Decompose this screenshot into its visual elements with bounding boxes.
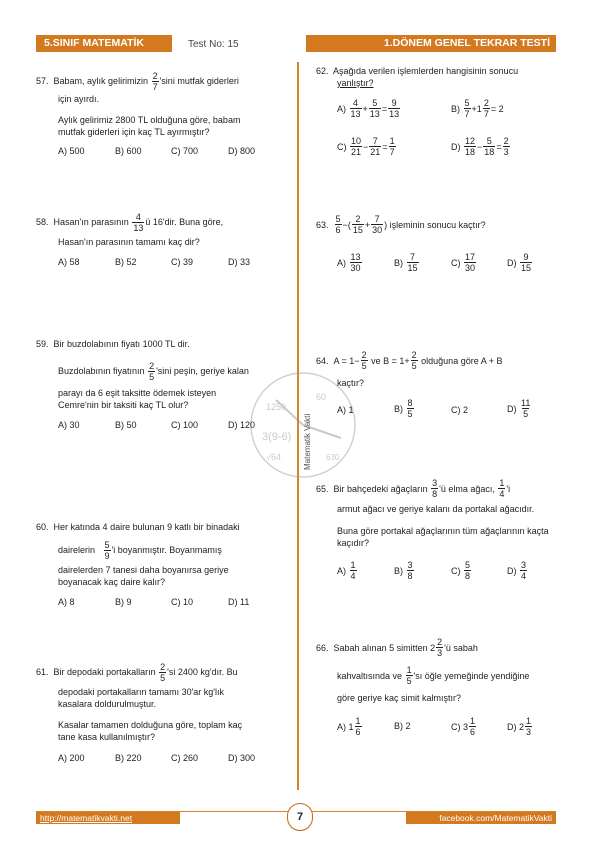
question-text: 'si 2400 kg'dır. Bu <box>167 666 238 677</box>
question-number: 59. <box>36 339 49 349</box>
question-text: boyanacak kaç daire kalır? <box>58 577 166 587</box>
question-text: ü 16'dir. Buna göre, <box>145 216 224 227</box>
option-d[interactable]: D) 2 $\frac{1}{3}$ <box>507 716 532 737</box>
question-text: depodaki portakalların tamamı 30'ar kg'lık <box>58 687 225 697</box>
option-b[interactable]: B) 52 <box>115 257 137 267</box>
option-d[interactable]: D) $\frac{3}{4}$ <box>507 560 527 581</box>
question-text: yanlıştır? <box>337 78 374 88</box>
question-number: 60. <box>36 522 49 532</box>
option-d[interactable]: D) 300 <box>228 753 256 763</box>
question-number: 65. <box>316 483 329 494</box>
option-a[interactable]: A) 1 $\frac{1}{6}$ <box>337 716 361 737</box>
option-b[interactable]: B) 2 <box>394 721 411 731</box>
question-text: kahvaltısında ve $\frac{1}{5}$ 'sı öğle yemeğinde yendiğine <box>337 665 530 686</box>
option-d[interactable]: D) 33 <box>228 257 251 267</box>
option-b[interactable]: B) $\frac{5}{7}$ + 1 $\frac{2}{7}$ = 2 <box>451 98 504 119</box>
option-c[interactable]: C) 100 <box>171 420 199 430</box>
question-text: Aşağıda verilen işlemlerden hangisinin sonucu <box>333 66 519 76</box>
footer-facebook[interactable]: facebook.com/MatematikVakti <box>406 812 556 824</box>
question-number: 63. <box>316 219 329 230</box>
svg-text:√64: √64 <box>266 452 281 462</box>
question-number: 62. <box>316 66 329 76</box>
question-text: 'sini mutfak giderleri <box>159 75 239 86</box>
option-d[interactable]: D) 11 <box>228 597 250 607</box>
question-66: 66. Sabah alınan 5 simitten 2 $\frac{2}{3}$ 'ü sabah <box>316 637 478 658</box>
question-text: parayı da 6 eşit taksitte ödemek isteyen <box>58 388 217 398</box>
option-c[interactable]: C) $\frac{17}{30}$ <box>451 252 476 273</box>
option-a[interactable]: A) $\frac{4}{13}$ + $\frac{5}{13}$ = $\frac{9}{13}$ <box>337 98 400 119</box>
fraction: $\frac{2}{7}$ <box>152 71 158 92</box>
question-number: 58. <box>36 216 49 227</box>
question-text: tane kasa kullanılmıştır? <box>58 732 156 742</box>
svg-text:1250: 1250 <box>266 402 287 412</box>
question-text: Hasan'ın parasının <box>53 216 129 227</box>
option-a[interactable]: A) $\frac{13}{30}$ <box>337 252 361 273</box>
fraction: $\frac{4}{13}$ <box>133 212 144 233</box>
question-64: 64. A = 1− $\frac{2}{5}$ ve B = 1+ $\frac{2}{5}$ olduğuna göre A + B <box>316 350 503 371</box>
option-c[interactable]: C) 2 <box>451 405 469 415</box>
question-text: Her katında 4 daire bulunan 9 katlı bir binadaki <box>53 522 240 532</box>
option-a[interactable]: A) 58 <box>58 257 80 267</box>
option-d[interactable]: D) 120 <box>228 420 256 430</box>
question-text: Bir buzdolabının fiyatı 1000 TL dir. <box>53 339 190 349</box>
option-d[interactable]: D) 800 <box>228 146 256 156</box>
option-b[interactable]: B) 50 <box>115 420 137 430</box>
option-b[interactable]: B) 9 <box>115 597 132 607</box>
question-65: 65. Bir bahçedeki ağaçların $\frac{3}{8}$ 'ü elma ağacı, $\frac{1}{4}$ 'i <box>316 478 511 499</box>
question-text: için ayırdı. <box>58 94 100 104</box>
svg-text:60: 60 <box>316 392 327 402</box>
option-a[interactable]: A) 200 <box>58 753 85 763</box>
option-b[interactable]: B) 600 <box>115 146 142 156</box>
question-text: işleminin sonucu kaçtır? <box>389 219 486 230</box>
option-a[interactable]: A) 500 <box>58 146 85 156</box>
question-text: Hasan'ın parasının tamamı kaç dir? <box>58 237 200 247</box>
option-b[interactable]: B) 220 <box>115 753 142 763</box>
question-text: mutfak giderleri için kaç TL ayırmıştır? <box>58 127 210 137</box>
page-number: 7 <box>287 803 313 831</box>
question-text: Babam, aylık gelirimizin <box>53 75 149 86</box>
question-58 <box>36 212 223 233</box>
option-d[interactable]: D) $\frac{11}{5}$ <box>507 398 531 419</box>
option-c[interactable]: C) 10 <box>171 597 194 607</box>
option-a[interactable]: A) 1 <box>337 405 354 415</box>
question-59 <box>36 338 190 350</box>
option-c[interactable]: C) 39 <box>171 257 194 267</box>
svg-text:3(9-6): 3(9-6) <box>262 431 292 443</box>
header-right-title: 1.DÖNEM GENEL TEKRAR TESTİ <box>306 35 556 52</box>
option-b[interactable]: B) $\frac{7}{15}$ <box>394 252 418 273</box>
question-57 <box>36 71 239 92</box>
option-d[interactable]: D) $\frac{12}{18}$ − $\frac{5}{18}$ = $\frac{2}{3}$ <box>451 136 509 157</box>
test-number: Test No: 15 <box>188 39 239 50</box>
option-a[interactable]: A) 8 <box>58 597 75 607</box>
question-number: 66. <box>316 642 329 653</box>
question-text: dairelerden 7 tanesi daha boyanırsa geriye <box>58 565 229 575</box>
question-61 <box>36 662 238 683</box>
question-text: Buzdolabının fiyatının $\frac{2}{5}$ 'sini peşin, geriye kalan <box>58 361 249 382</box>
option-d[interactable]: D) $\frac{9}{15}$ <box>507 252 532 273</box>
option-a[interactable]: A) 30 <box>58 420 80 430</box>
question-text: Kasalar tamamen dolduğuna göre, toplam kaç <box>58 720 243 730</box>
fraction: $\frac{5}{9}$ <box>104 540 110 561</box>
question-text: Bir depodaki portakalların <box>53 666 156 677</box>
fraction: $\frac{2}{5}$ <box>149 361 155 382</box>
footer-link[interactable]: http://matematikvakti.net <box>36 812 180 824</box>
question-text: Cemre'nin bir taksiti kaç TL olur? <box>58 400 189 410</box>
question-text: Buna göre portakal ağaçlarının tüm ağaçlarının kaçta <box>337 526 549 536</box>
option-b[interactable]: B) $\frac{8}{5}$ <box>394 398 413 419</box>
question-text: Aylık gelirimiz 2800 TL olduğuna göre, babam <box>58 115 241 125</box>
question-text: armut ağacı ve geriye kalanı da portakal ağacıdır. <box>337 504 535 514</box>
option-c[interactable]: C) $\frac{5}{8}$ <box>451 560 471 581</box>
fraction: $\frac{2}{5}$ <box>160 662 166 683</box>
question-text: kasalara doldurulmuştur. <box>58 699 157 709</box>
question-text: olduğuna göre A + B <box>421 355 503 366</box>
option-c[interactable]: C) 700 <box>171 146 199 156</box>
question-text: dairelerin $\frac{5}{9}$ 'i boyanmıştır. Boyanmamış <box>58 540 222 561</box>
question-number: 61. <box>36 666 49 677</box>
option-c[interactable]: C) 3 $\frac{1}{6}$ <box>451 716 476 737</box>
question-text: kaçıdır? <box>337 538 370 548</box>
question-63: 63. $\frac{5}{6}$ − ( $\frac{2}{15}$ + $\frac{7}{30}$ ) işleminin sonucu kaçtır? <box>316 214 486 235</box>
option-c[interactable]: C) $\frac{10}{21}$ − $\frac{7}{21}$ = $\frac{1}{7}$ <box>337 136 395 157</box>
option-b[interactable]: B) $\frac{3}{8}$ <box>394 560 413 581</box>
question-62 <box>316 65 518 77</box>
question-text: göre geriye kaç simit kalmıştır? <box>337 693 462 703</box>
question-number: 57. <box>36 75 49 86</box>
svg-text:630: 630 <box>326 453 340 462</box>
watermark-text: Matematik Vakti <box>303 413 312 470</box>
option-c[interactable]: C) 260 <box>171 753 199 763</box>
question-60 <box>36 521 240 533</box>
header-left-title: 5.SINIF MATEMATİK <box>36 35 172 52</box>
option-a[interactable]: A) $\frac{1}{4}$ <box>337 560 356 581</box>
question-text: kaçtır? <box>337 378 365 388</box>
question-number: 64. <box>316 355 329 366</box>
